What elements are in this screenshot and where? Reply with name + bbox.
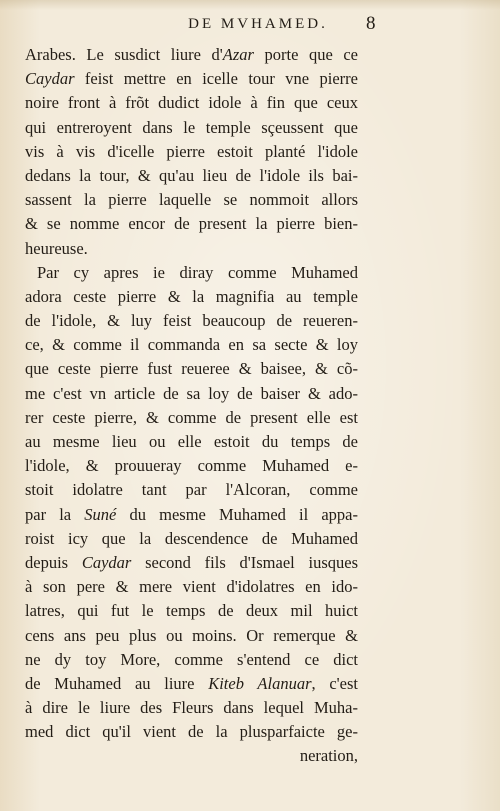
text-run: roist icy que la descendence de Muhamed	[25, 528, 358, 548]
text-line	[25, 261, 358, 285]
text-run: dedans la tour, & qu'au lieu de l'idole ils bai-	[25, 165, 358, 185]
text-run: de Muhamed au liure	[25, 673, 209, 693]
text-line	[25, 503, 358, 527]
text-run: à son pere & mere vient d'idolatres en ido-	[25, 577, 358, 597]
text-run: , c'est	[311, 673, 358, 693]
text-line	[25, 720, 358, 744]
running-title: DE MVHAMED.	[188, 16, 328, 32]
text-run: porte que ce	[253, 45, 358, 64]
text-line	[25, 672, 358, 696]
text-line	[25, 212, 358, 236]
text-run: depuis	[25, 552, 82, 572]
text-line	[25, 43, 358, 67]
text-line	[25, 285, 358, 309]
text-run: par la	[25, 504, 85, 524]
text-line	[25, 454, 358, 478]
text-run: stoit idolatre tant par l'Alcoran, comme	[25, 480, 358, 500]
text-run: rer ceste pierre, & comme de present elle est	[25, 407, 358, 427]
text-line	[25, 599, 358, 623]
text-run: cens ans peu plus ou moins. Or remerque &	[25, 625, 358, 645]
text-line	[25, 382, 358, 406]
text-line	[25, 648, 358, 672]
text-line	[25, 188, 358, 212]
text-line	[25, 357, 358, 381]
italic-text: Kiteb Alanuar	[208, 673, 312, 693]
text-run: qui entreroyent dans le temple sçeussent que	[25, 117, 358, 137]
text-run: du mesme Muhamed il appa-	[116, 504, 358, 524]
text-line	[25, 575, 358, 599]
text-run: vis à vis d'icelle pierre estoit planté l'idole	[25, 141, 358, 161]
text-run: feist mettre en icelle tour vne pierre	[74, 69, 358, 89]
text-block	[25, 43, 358, 769]
text-line	[25, 527, 358, 551]
text-line	[25, 140, 358, 164]
text-line	[25, 696, 358, 720]
text-run: me c'est vn article de sa loy de baiser & ado-	[25, 383, 358, 403]
text-run: heureuse.	[25, 238, 88, 258]
text-line	[25, 406, 358, 430]
text-run: de l'idole, & luy feist beaucoup de reueren-	[25, 311, 358, 331]
text-run: med dict qu'il vient de la plusparfaicte ge-	[25, 722, 358, 742]
italic-text: Azar	[222, 45, 254, 64]
italic-text: Caydar	[25, 69, 75, 89]
text-line	[25, 624, 358, 648]
folio-number: 8	[366, 13, 376, 34]
text-run: l'idole, & prouueray comme Muhamed e-	[25, 456, 358, 476]
text-line	[25, 430, 358, 454]
page-top-edge	[0, 0, 500, 10]
italic-text: Suné	[84, 504, 117, 524]
text-run: Par cy apres ie diray comme Muhamed	[37, 262, 358, 282]
text-run: noire front à frõt dudict idole à fin que ceux	[25, 93, 358, 113]
text-run: adora ceste pierre & la magnifia au temple	[25, 286, 358, 306]
text-line	[25, 309, 358, 333]
text-line	[25, 67, 358, 91]
text-line	[25, 333, 358, 357]
text-run: ce, & comme il commanda en sa secte & loy	[25, 335, 358, 355]
text-run: latres, qui fut le temps de deux mil huict	[25, 601, 358, 621]
text-run: sassent la pierre laquelle se nommoit allors	[25, 190, 358, 210]
text-run: au mesme lieu ou elle estoit du temps de	[25, 432, 358, 451]
text-run: à dire le liure des Fleurs dans lequel Muha-	[25, 698, 358, 718]
text-line	[25, 91, 358, 115]
text-line	[25, 478, 358, 502]
text-line	[25, 116, 358, 140]
text-line	[25, 237, 358, 261]
text-run: & se nomme encor de present la pierre bien-	[25, 214, 358, 234]
text-line	[25, 164, 358, 188]
text-line	[25, 551, 358, 575]
text-run: Arabes. Le susdict liure d'	[25, 45, 223, 64]
catchword: neration,	[299, 746, 358, 766]
text-run: second fils d'Ismael iusques	[131, 552, 358, 572]
italic-text: Caydar	[81, 552, 132, 572]
text-run: que ceste pierre fust reueree & baisee, & cõ-	[25, 359, 358, 379]
text-run: ne dy toy More, comme s'entend ce dict	[25, 649, 358, 669]
